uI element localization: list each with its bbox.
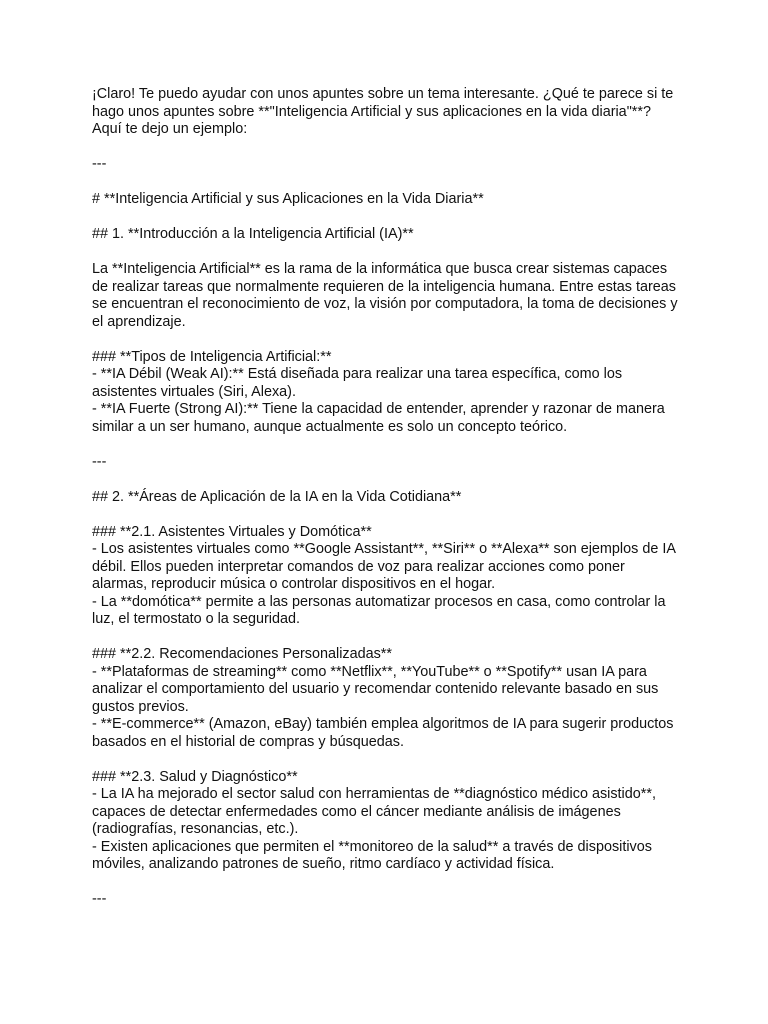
document-text-line: de realizar tareas que normalmente requieren de la inteligencia humana. Entre estas tareas [92, 278, 676, 295]
document-page [92, 86, 682, 926]
document-text-line: (radiografías, resonancias, etc.). [92, 821, 299, 837]
document-text-line: - **IA Fuerte (Strong AI):** Tiene la capacidad de entender, aprender y razonar de manera [92, 401, 665, 417]
document-text-line: hago unos apuntes sobre **"Inteligencia Artificial y sus aplicaciones en la vida diaria"**? [92, 103, 651, 120]
document-text-line: La **Inteligencia Artificial** es la rama de la informática que busca crear sistemas capaces [92, 261, 668, 277]
document-text-line: - **E-commerce** (Amazon, eBay) también emplea algoritmos de IA para sugerir productos [92, 716, 674, 732]
document-text-line: - La IA ha mejorado el sector salud con herramientas de **diagnóstico médico asistido**, [92, 786, 656, 802]
document-text-line: --- [92, 891, 107, 907]
document-text-line: ## 1. **Introducción a la Inteligencia Artificial (IA)** [92, 226, 414, 242]
document-text-line: luz, el termostato o la seguridad. [92, 611, 300, 627]
document-text-line: se encuentran el reconocimiento de voz, la visión por computadora, la toma de decisiones y [92, 296, 678, 312]
document-text-line: --- [92, 156, 107, 172]
document-paragraph [92, 489, 682, 507]
document-text-line: similar a un ser humano, aunque actualmente es solo un concepto teórico. [92, 418, 568, 435]
document-text-line: débil. Ellos pueden interpretar comandos de voz para realizar acciones como poner [92, 558, 625, 575]
document-text-line: ## 2. **Áreas de Aplicación de la IA en la Vida Cotidiana** [92, 488, 462, 505]
document-text-line: # **Inteligencia Artificial y sus Aplicaciones en la Vida Diaria** [92, 191, 484, 207]
document-text-line: basados en el historial de compras y búsquedas. [92, 733, 404, 750]
document-text-line: móviles, analizando patrones de sueño, ritmo cardíaco y actividad física. [92, 856, 555, 872]
document-text-line: capaces de detectar enfermedades como el cáncer mediante análisis de imágenes [92, 803, 621, 820]
document-text-line: - **IA Débil (Weak AI):** Está diseñada para realizar una tarea específica, como los [92, 366, 623, 382]
document-text-line: analizar el comportamiento del usuario y recomendar contenido relevante basado en sus [92, 681, 659, 697]
document-paragraph [92, 191, 682, 209]
document-paragraph [92, 349, 682, 437]
document-text-line: el aprendizaje. [92, 313, 186, 330]
document-paragraph [92, 524, 682, 629]
document-paragraph [92, 646, 682, 751]
document-text-line: ### **2.1. Asistentes Virtuales y Domótica** [92, 523, 372, 540]
document-text-line: asistentes virtuales (Siri, Alexa). [92, 383, 296, 400]
document-text-line: alarmas, reproducir música o controlar dispositivos en el hogar. [92, 576, 496, 592]
document-text-line: ¡Claro! Te puedo ayudar con unos apuntes sobre un tema interesante. ¿Qué te parece si te [92, 86, 674, 102]
document-text-line: --- [92, 453, 107, 470]
document-paragraph [92, 891, 682, 909]
document-text-line: - **Plataformas de streaming** como **Netflix**, **YouTube** o **Spotify** usan IA para [92, 663, 647, 680]
document-text-line: gustos previos. [92, 698, 189, 715]
document-text-line: - Existen aplicaciones que permiten el **monitoreo de la salud** a través de dispositivos [92, 838, 652, 855]
document-text-line: - Los asistentes virtuales como **Google Assistant**, **Siri** o **Alexa** son ejemplos de IA [92, 541, 676, 557]
document-text-line: Aquí te dejo un ejemplo: [92, 121, 248, 137]
document-paragraph [92, 86, 682, 139]
document-text-line: ### **2.3. Salud y Diagnóstico** [92, 768, 298, 785]
document-text-line: - La **domótica** permite a las personas automatizar procesos en casa, como controlar la [92, 593, 666, 610]
document-paragraph [92, 769, 682, 874]
document-paragraph [92, 156, 682, 174]
document-text-line: ### **Tipos de Inteligencia Artificial:** [92, 348, 332, 365]
document-paragraph [92, 454, 682, 472]
document-paragraph [92, 226, 682, 244]
document-text-line: ### **2.2. Recomendaciones Personalizadas** [92, 646, 392, 662]
document-paragraph [92, 261, 682, 331]
